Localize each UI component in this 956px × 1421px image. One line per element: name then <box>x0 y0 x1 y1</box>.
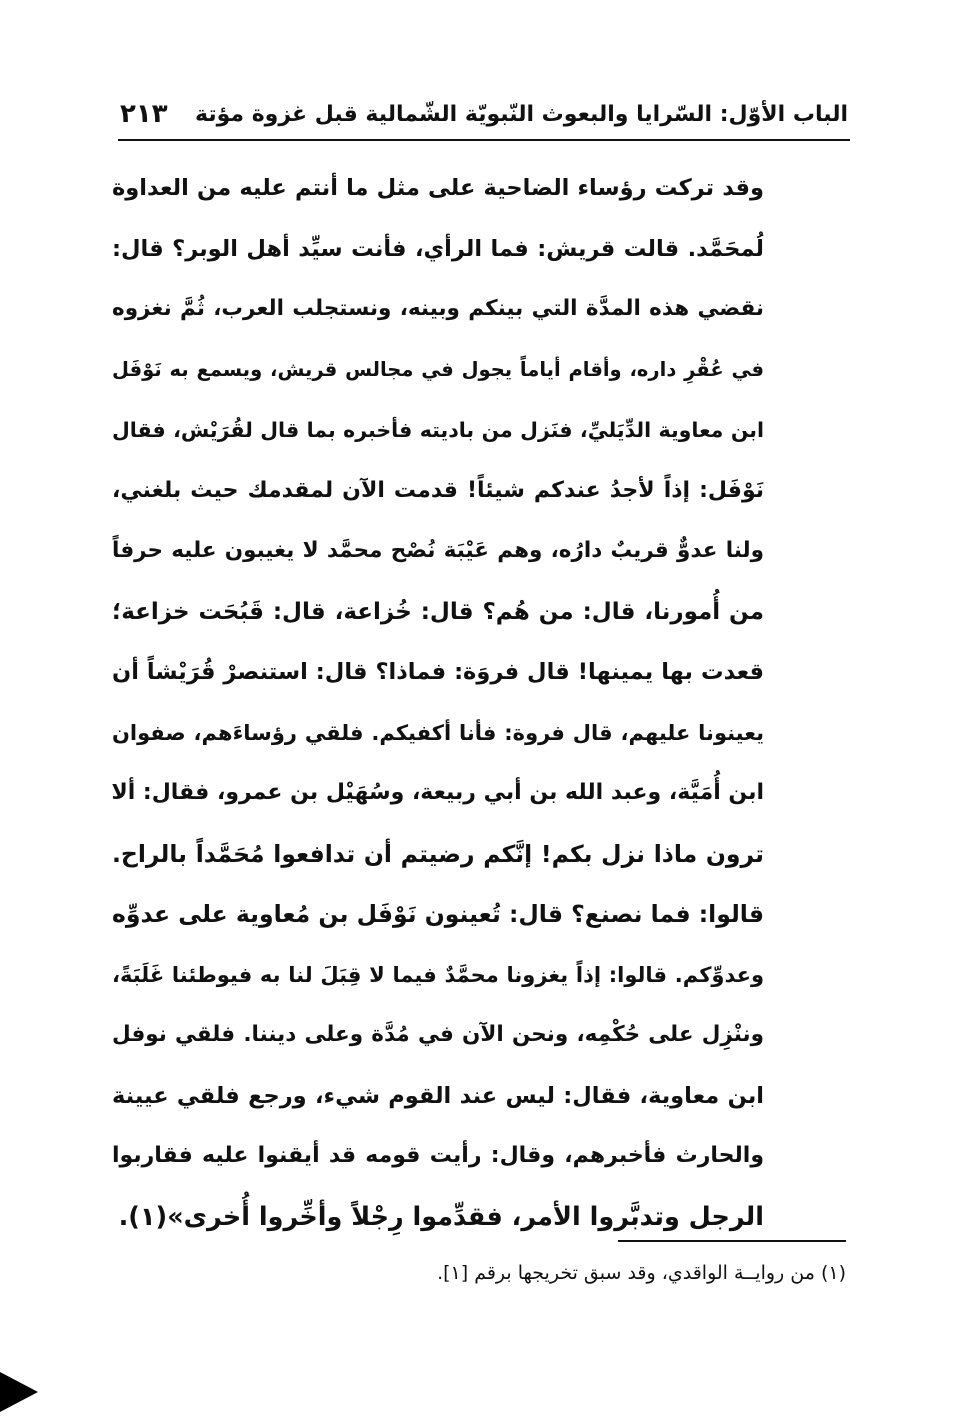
header-rule <box>118 139 850 141</box>
body-line: يعينونا عليهم، قال فروة: فأنا أكفيكم. فلقي رؤساءَهم، صفوان <box>112 720 764 745</box>
body-line: من أُمورنا، قال: من هُم؟ قال: خُزاعة، قال: قَبُحَت خزاعة؛ <box>112 598 764 625</box>
body-line: ابن معاوية، فقال: ليس عند القوم شيء، ورجع فلقي عيينة <box>112 1082 764 1109</box>
body-line: نَوْفَل: إذاً لأجدُ عندكم شيئاً! قدمت الآن لمقدمك حيث بلغني، <box>112 477 764 503</box>
body-line: لُمحَمَّد. قالت قريش: فما الرأي، فأنت سيِّد أهل الوبر؟ قال: <box>112 235 764 262</box>
body-line: في عُقْرِ داره، وأقام أياماً يجول في مجالس قريش، ويسمع به نَوْفَل <box>112 357 764 381</box>
chapter-title: الباب الأوّل: السّرايا والبعوث النّبويّة الشّمالية قبل غزوة مؤتة <box>195 101 848 127</box>
body-line: وعدوِّكم. قالوا: إذاً يغزونا محمَّدٌ فيما لا قِبَلَ لنا به فيوطئنا غَلَبَةً، <box>112 962 764 987</box>
body-line: ابن أُمَيَّة، وعبد الله بن أبي ربيعة، وسُهَيْل بن عمرو، فقال: ألا <box>111 780 764 805</box>
running-header <box>120 92 848 136</box>
body-line: ترون ماذا نزل بكم! إنَّكم رضيتم أن تدافعوا مُحَمَّداً بالراح. <box>112 839 764 868</box>
body-line: قعدت بها يمينها! قال فروَة: فماذا؟ قال: استنصرْ قُرَيْشاً أن <box>112 659 764 685</box>
page-number: ٢١٣ <box>120 99 168 129</box>
body-line: وقد تركت رؤساء الضاحية على مثل ما أنتم عليه من العداوة <box>112 175 764 201</box>
body-line: ولنا عدوٌّ قريبٌ دارُه، وهم عَيْبَة نُصْح محمَّد لا يغيبون عليه حرفاً <box>112 538 764 563</box>
body-text <box>112 158 764 1247</box>
body-line: الرجل وتدبَّروا الأمر، فقدِّموا رِجْلاً وأخِّروا أُخرى»(١). <box>118 1201 764 1232</box>
footnote-rule <box>618 1240 846 1242</box>
footnote: (١) من روايــة الواقدي، وقد سبق تخريجها برقم [١]. <box>437 1262 846 1284</box>
body-line: وننْزِل على حُكْمِه، ونحن الآن في مُدَّة وعلى ديننا. فلقي نوفل <box>112 1022 764 1047</box>
body-line: نقضي هذه المدَّة التي بينكم وبينه، ونستجلب العرب، ثُمَّ نغزوه <box>112 296 764 321</box>
body-line: ابن معاوية الدِّيَليِّ، فنَزل من باديته فأخبره بما قال لقُرَيْش، فقال <box>112 418 764 442</box>
body-line: والحارث فأخبرهم، وقال: رأيت قومه قد أيقنوا عليه فقاربوا <box>112 1143 764 1168</box>
corner-arrow-icon <box>0 1372 38 1412</box>
body-line: قالوا: فما نصنع؟ قال: تُعينون نَوْفَل بن مُعاوية على عدوِّه <box>112 900 764 928</box>
